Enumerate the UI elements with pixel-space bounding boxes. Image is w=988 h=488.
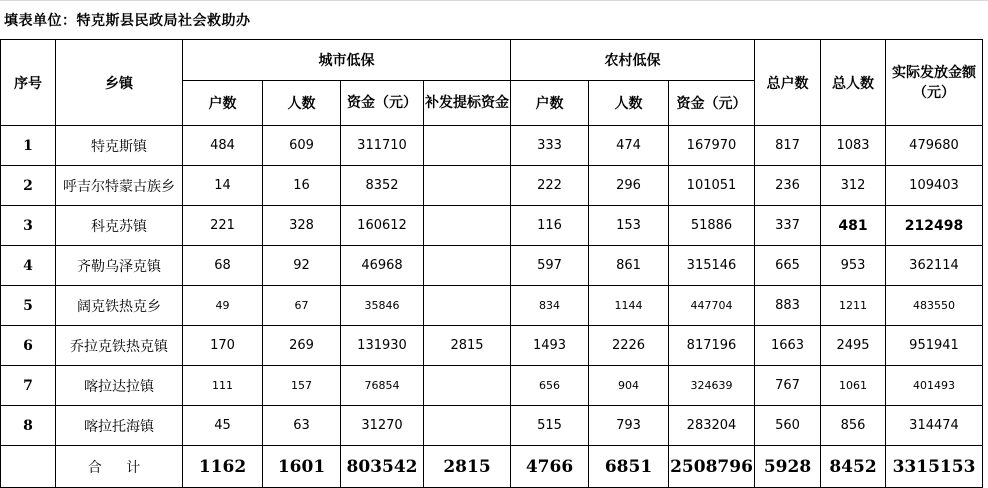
total-households: 560 xyxy=(755,406,821,446)
table-row xyxy=(1,206,983,246)
relief-fund-table xyxy=(0,39,983,488)
rural-households: 116 xyxy=(511,206,589,246)
urban-funds: 311710 xyxy=(341,126,424,166)
row-town: 科克苏镇 xyxy=(56,206,183,246)
urban-households: 68 xyxy=(183,246,263,286)
actual-amount: 314474 xyxy=(886,406,983,446)
total-rural-people: 6851 xyxy=(589,446,669,488)
rural-funds: 447704 xyxy=(669,286,755,326)
header-urban-households: 户数 xyxy=(183,81,263,126)
table-row xyxy=(1,246,983,286)
total-households: 665 xyxy=(755,246,821,286)
urban-households: 221 xyxy=(183,206,263,246)
urban-households: 45 xyxy=(183,406,263,446)
urban-households: 49 xyxy=(183,286,263,326)
header-actual-amount: 实际发放金额（元） xyxy=(886,40,983,126)
rural-funds: 51886 xyxy=(669,206,755,246)
total-urban-people: 1601 xyxy=(263,446,341,488)
urban-funds: 46968 xyxy=(341,246,424,286)
reporting-unit-line: 填表单位：特克斯县民政局社会救助办 xyxy=(4,13,251,29)
total-rural-households: 4766 xyxy=(511,446,589,488)
header-row-group xyxy=(1,40,983,81)
rural-people: 296 xyxy=(589,166,669,206)
rural-households: 222 xyxy=(511,166,589,206)
rural-people: 1144 xyxy=(589,286,669,326)
total-rural-funds: 2508796 xyxy=(669,446,755,488)
total-people: 856 xyxy=(821,406,886,446)
actual-amount: 483550 xyxy=(886,286,983,326)
total-households: 236 xyxy=(755,166,821,206)
total-urban-supplement: 2815 xyxy=(424,446,511,488)
row-seq: 8 xyxy=(1,406,56,446)
actual-amount: 401493 xyxy=(886,366,983,406)
total-households: 337 xyxy=(755,206,821,246)
table-row xyxy=(1,166,983,206)
row-seq: 4 xyxy=(1,246,56,286)
rural-funds: 283204 xyxy=(669,406,755,446)
urban-funds: 31270 xyxy=(341,406,424,446)
table-row xyxy=(1,326,983,366)
grand-total-people: 8452 xyxy=(821,446,886,488)
urban-funds: 131930 xyxy=(341,326,424,366)
table-row xyxy=(1,406,983,446)
actual-amount: 479680 xyxy=(886,126,983,166)
rural-households: 834 xyxy=(511,286,589,326)
header-seq: 序号 xyxy=(1,40,56,126)
total-people: 1083 xyxy=(821,126,886,166)
urban-people: 67 xyxy=(263,286,341,326)
urban-supplement xyxy=(424,406,511,446)
header-town: 乡镇 xyxy=(56,40,183,126)
table-row xyxy=(1,126,983,166)
total-people: 1061 xyxy=(821,366,886,406)
urban-funds: 35846 xyxy=(341,286,424,326)
header-rural-people: 人数 xyxy=(589,81,669,126)
total-row xyxy=(1,446,983,488)
urban-supplement: 2815 xyxy=(424,326,511,366)
grand-total-households: 5928 xyxy=(755,446,821,488)
rural-people: 861 xyxy=(589,246,669,286)
urban-households: 14 xyxy=(183,166,263,206)
urban-supplement xyxy=(424,126,511,166)
total-urban-funds: 803542 xyxy=(341,446,424,488)
urban-households: 111 xyxy=(183,366,263,406)
rural-people: 904 xyxy=(589,366,669,406)
rural-households: 333 xyxy=(511,126,589,166)
urban-households: 484 xyxy=(183,126,263,166)
urban-supplement xyxy=(424,166,511,206)
rural-households: 515 xyxy=(511,406,589,446)
row-town: 特克斯镇 xyxy=(56,126,183,166)
rural-people: 2226 xyxy=(589,326,669,366)
row-town: 乔拉克铁热克镇 xyxy=(56,326,183,366)
row-town: 喀拉托海镇 xyxy=(56,406,183,446)
rural-people: 153 xyxy=(589,206,669,246)
rural-funds: 167970 xyxy=(669,126,755,166)
total-label: 合 计 xyxy=(56,446,183,488)
table-row xyxy=(1,286,983,326)
rural-households: 656 xyxy=(511,366,589,406)
row-seq: 2 xyxy=(1,166,56,206)
total-urban-households: 1162 xyxy=(183,446,263,488)
total-people: 2495 xyxy=(821,326,886,366)
grand-total-amount: 3315153 xyxy=(886,446,983,488)
urban-people: 157 xyxy=(263,366,341,406)
header-total-households: 总户数 xyxy=(755,40,821,126)
row-town: 呼吉尔特蒙古族乡 xyxy=(56,166,183,206)
actual-amount: 362114 xyxy=(886,246,983,286)
urban-supplement xyxy=(424,366,511,406)
rural-funds: 315146 xyxy=(669,246,755,286)
rural-funds: 324639 xyxy=(669,366,755,406)
total-seq-empty xyxy=(1,446,56,488)
total-people: 1211 xyxy=(821,286,886,326)
urban-people: 16 xyxy=(263,166,341,206)
urban-funds: 76854 xyxy=(341,366,424,406)
rural-funds: 817196 xyxy=(669,326,755,366)
row-town: 阔克铁热克乡 xyxy=(56,286,183,326)
row-seq: 1 xyxy=(1,126,56,166)
total-households: 1663 xyxy=(755,326,821,366)
urban-people: 63 xyxy=(263,406,341,446)
rural-people: 793 xyxy=(589,406,669,446)
actual-amount: 109403 xyxy=(886,166,983,206)
header-urban-supplement: 补发提标资金 xyxy=(424,81,511,126)
total-people: 953 xyxy=(821,246,886,286)
rural-households: 1493 xyxy=(511,326,589,366)
row-seq: 3 xyxy=(1,206,56,246)
actual-amount: 212498 xyxy=(886,206,983,246)
total-people: 312 xyxy=(821,166,886,206)
header-urban-people: 人数 xyxy=(263,81,341,126)
header-total-people: 总人数 xyxy=(821,40,886,126)
urban-households: 170 xyxy=(183,326,263,366)
rural-people: 474 xyxy=(589,126,669,166)
header-urban-group: 城市低保 xyxy=(183,40,511,81)
urban-funds: 160612 xyxy=(341,206,424,246)
row-town: 齐勒乌泽克镇 xyxy=(56,246,183,286)
total-households: 883 xyxy=(755,286,821,326)
table-row xyxy=(1,366,983,406)
header-rural-group: 农村低保 xyxy=(511,40,755,81)
urban-people: 609 xyxy=(263,126,341,166)
actual-amount: 951941 xyxy=(886,326,983,366)
top-rule xyxy=(0,0,988,1)
header-rural-funds: 资金（元） xyxy=(669,81,755,126)
total-households: 817 xyxy=(755,126,821,166)
rural-funds: 101051 xyxy=(669,166,755,206)
total-people: 481 xyxy=(821,206,886,246)
row-town: 喀拉达拉镇 xyxy=(56,366,183,406)
urban-supplement xyxy=(424,286,511,326)
row-seq: 6 xyxy=(1,326,56,366)
urban-people: 92 xyxy=(263,246,341,286)
header-rural-households: 户数 xyxy=(511,81,589,126)
urban-people: 269 xyxy=(263,326,341,366)
row-seq: 7 xyxy=(1,366,56,406)
header-urban-funds: 资金（元） xyxy=(341,81,424,126)
urban-funds: 8352 xyxy=(341,166,424,206)
row-seq: 5 xyxy=(1,286,56,326)
urban-people: 328 xyxy=(263,206,341,246)
total-households: 767 xyxy=(755,366,821,406)
urban-supplement xyxy=(424,206,511,246)
urban-supplement xyxy=(424,246,511,286)
rural-households: 597 xyxy=(511,246,589,286)
